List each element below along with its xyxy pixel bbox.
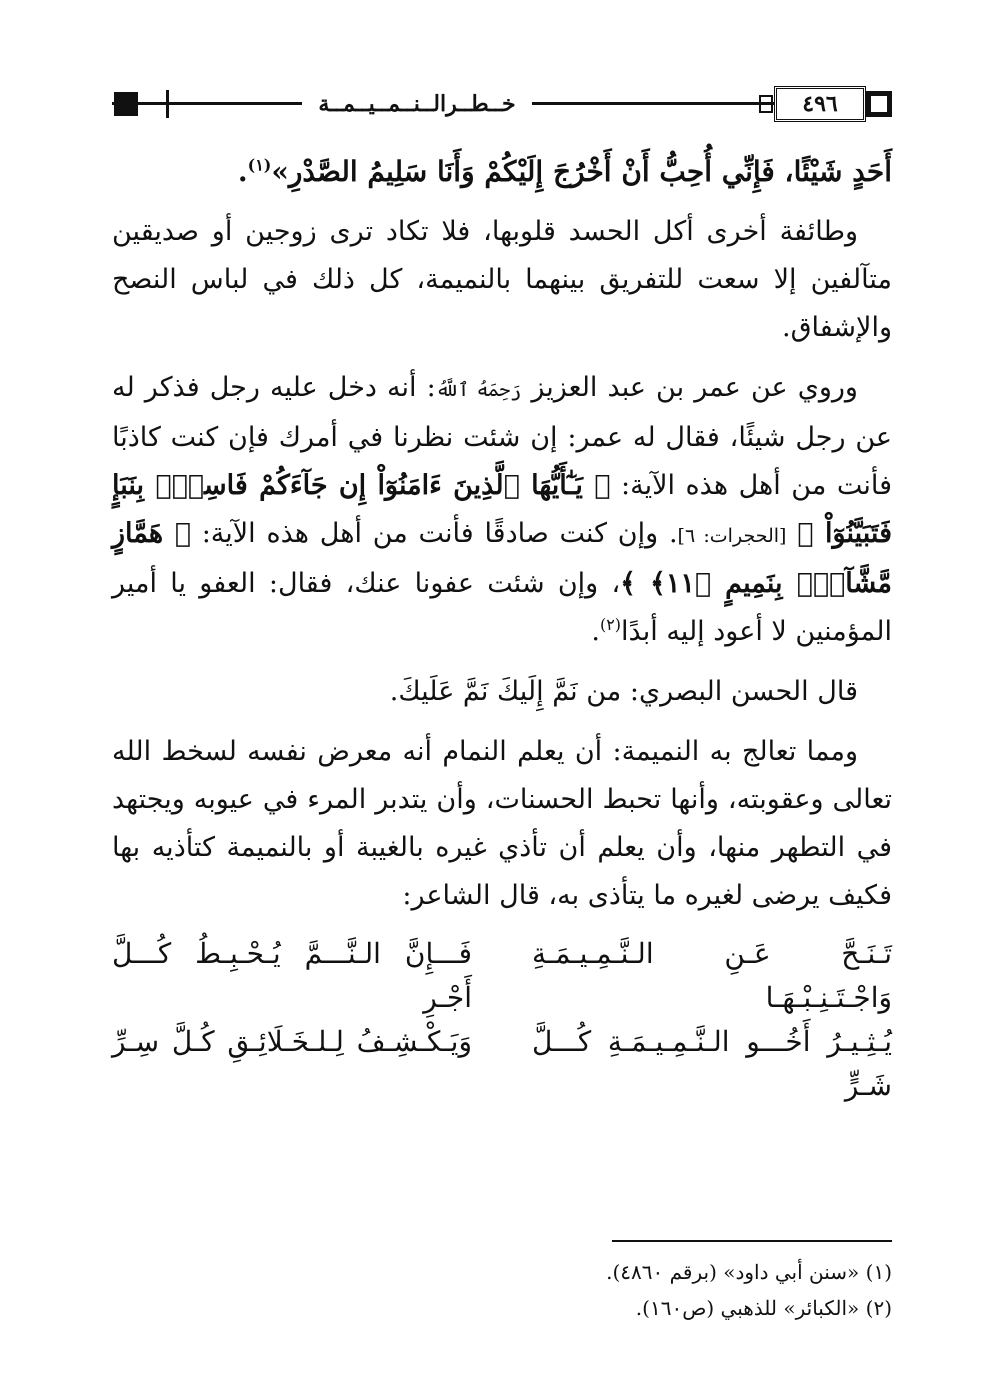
honorific: رَحِمَهُ ٱللَّهُ	[435, 379, 522, 401]
poem-hemistich-second: وَيَـكْـشِـفُ لِـلـخَـلَائِـقِ كُـلَّ سِـرِّ	[112, 1025, 472, 1058]
paragraph-remedy: ومما تعالج به النميمة: أن يعلم النمام أنه معرض نفسه لسخط الله تعالى وعقوبته، وأنها تحبط الحسنات، وأن يتدبر المرء في عيوبه ويجتهد في التطهر منها، وأن يعلم أن تأذي غيره بالغيبة أو بالنميمة كتأذيه بها فكيف يرضى لغيره ما يتأذى به، قال الشاعر:	[112, 736, 892, 911]
poem	[112, 932, 892, 1108]
header-right-ornament	[866, 91, 892, 117]
paragraph-umar-story: وروي عن عمر بن عبد العزيز رَحِمَهُ ٱللَّهُ: أنه دخل عليه رجل فذكر له عن رجل شيئًا، فقال له عمر: إن شئت نظرنا في أمرك فإن كنت كاذبًا فأنت من أهل هذه الآية: ﴿ يَـٰٓأَيُّهَا ٱلَّذِينَ ءَامَنُوٓاْ إِن جَآءَكُمْ فَاسِقُۢ بِنَبَإٍ فَتَبَيَّنُوٓاْ ﴾ [الحجرات: ٦]. وإن كنت صادقًا فأنت من أهل هذه الآية: ﴿ هَمَّازٍ مَّشَّآءِۭ بِنَمِيمٍ ﴿١١﴾ ﴾، وإن شئت عفونا عنك، فقال: العفو يا أمير المؤمنين لا أعود إليه أبدًا$^{(٢)}$.	[112, 372, 892, 647]
quran-verse-hujurat: ﴿ يَـٰٓأَيُّهَا ٱلَّذِينَ ءَامَنُوٓاْ إِن جَآءَكُمْ فَاسِقُۢ بِنَبَإٍ فَتَبَيَّنُوٓاْ ﴾	[112, 470, 892, 549]
header-divider	[166, 90, 169, 118]
footnotes	[112, 1254, 892, 1326]
poem-hemistich-second: فَـــإِنَّ الـنَّـــمَّ يُـحْـبِـطُ كُـــلَّ أَجْـرِ	[112, 937, 472, 1014]
poem-hemistich-first: يُـثِـيـرُ أَخُـــو الـنَّـمِـيـمَـةِ كُـــلَّ شَـرٍّ	[532, 1025, 892, 1102]
header-left-ornament	[114, 92, 138, 116]
footnote-separator	[612, 1240, 892, 1242]
verse-citation: [الحجرات: ٦]	[677, 525, 787, 547]
quran-verse-qalam: ﴿ هَمَّازٍ مَّشَّآءِۭ بِنَمِيمٍ ﴿١١﴾ ﴾	[112, 518, 892, 599]
poem-verse	[112, 1020, 892, 1108]
page-header	[112, 82, 892, 126]
main-text	[112, 148, 892, 1108]
footnote-ref-2[interactable]: (٢)	[599, 615, 622, 634]
paragraph-envy: وطائفة أخرى أكل الحسد قلوبها، فلا تكاد ترى زوجين أو صديقين متآلفين إلا سعت للتفريق بينهما بالنميمة، كل ذلك في لباس النصح والإشفاق.	[112, 216, 892, 343]
page-number: ٤٩٦	[774, 86, 866, 122]
poem-hemistich-first: تَـنَـحَّ عَـنِ الـنَّـمِـيـمَـةِ وَاجْـتَـنِـبْـهَـا	[532, 937, 892, 1014]
footnote-ref-1[interactable]: (١)	[247, 155, 272, 175]
paragraph-hasan-basri: قال الحسن البصري: من نَمَّ إِلَيكَ نَمَّ عَلَيكَ.	[389, 676, 858, 707]
poem-verse	[112, 932, 892, 1020]
footnote-2: (٢) «الكبائر» للذهبي (ص١٦٠).	[635, 1296, 892, 1320]
hadith-ending: أَحَدٍ شَيْئًا، فَإِنِّي أُحِبُّ أَنْ أَخْرُجَ إِلَيْكُمْ وَأَنَا سَلِيمُ الصَّدْرِ»$^{(١)}$.	[237, 155, 892, 188]
footnote-1: (١) «سنن أبي داود» (برقم ٤٨٦٠).	[606, 1260, 892, 1284]
running-title: خــطــرالــنــمــيــمــة	[302, 82, 532, 126]
